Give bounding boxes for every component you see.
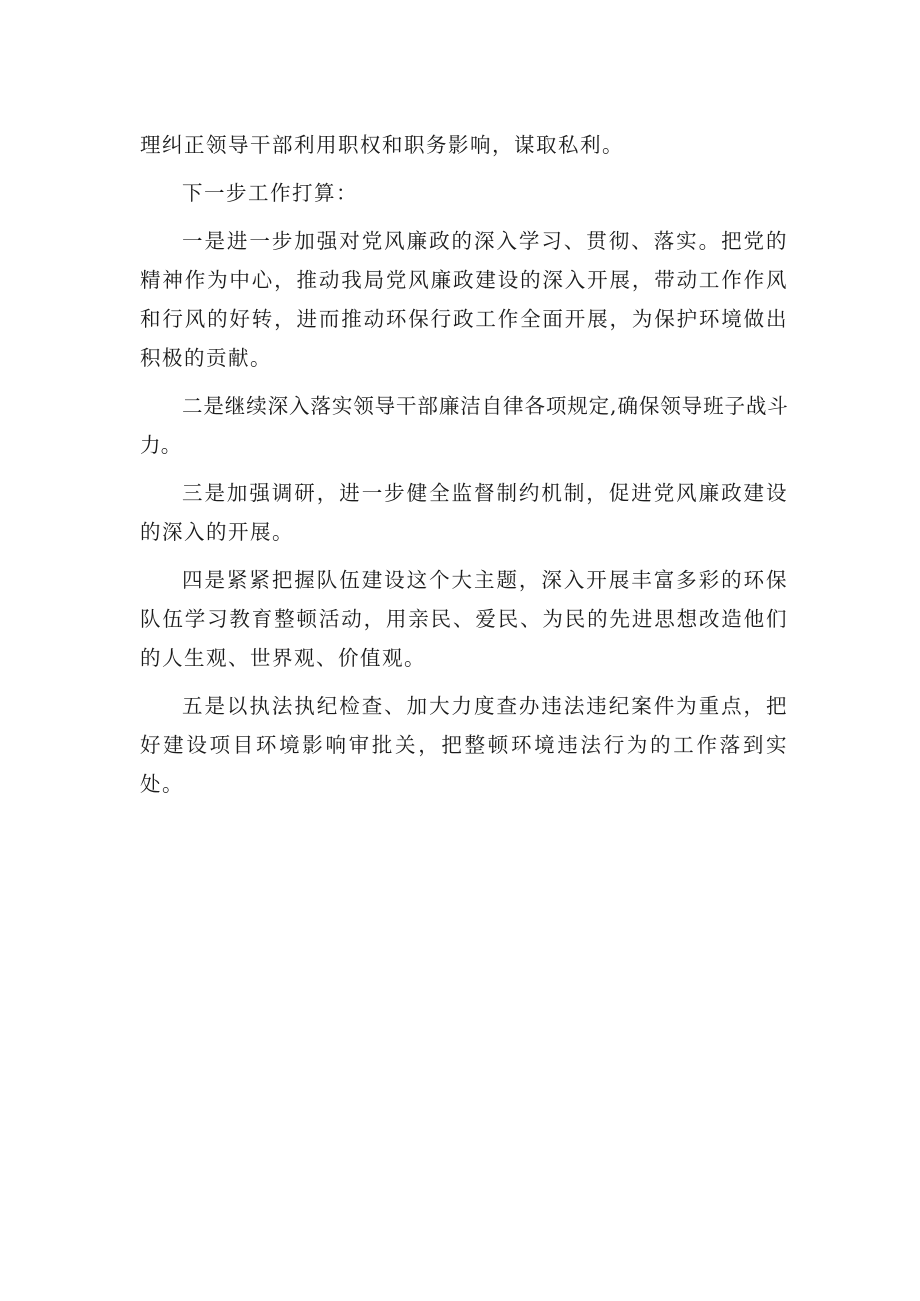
paragraph-item-three: 三是加强调研，进一步健全监督制约机制，促进党风廉政建设的深入的开展。 — [140, 481, 788, 544]
paragraph-next-steps-heading: 下一步工作打算： — [182, 181, 358, 205]
paragraph-item-five: 五是以执法执纪检查、加大力度查办违法违纪案件为重点，把好建设项目环境影响审批关，把整顿环境违法行为的工作落到实处。 — [140, 694, 788, 796]
document-body — [140, 126, 788, 813]
paragraph-item-two: 二是继续深入落实领导干部廉洁自律各项规定,确保领导班子战斗力。 — [140, 394, 788, 457]
paragraph-item-four: 四是紧紧把握队伍建设这个大主题，深入开展丰富多彩的环保队伍学习教育整顿活动，用亲民、爱民、为民的先进思想改造他们的人生观、世界观、价值观。 — [140, 568, 788, 670]
paragraph-item-one: 一是进一步加强对党风廉政的深入学习、贯彻、落实。把党的精神作为中心，推动我局党风廉政建设的深入开展，带动工作作风和行风的好转，进而推动环保行政工作全面开展，为保护环境做出积极的贡献。 — [140, 229, 788, 370]
paragraph-continuation: 理纠正领导干部利用职权和职务影响，谋取私利。 — [140, 133, 624, 157]
